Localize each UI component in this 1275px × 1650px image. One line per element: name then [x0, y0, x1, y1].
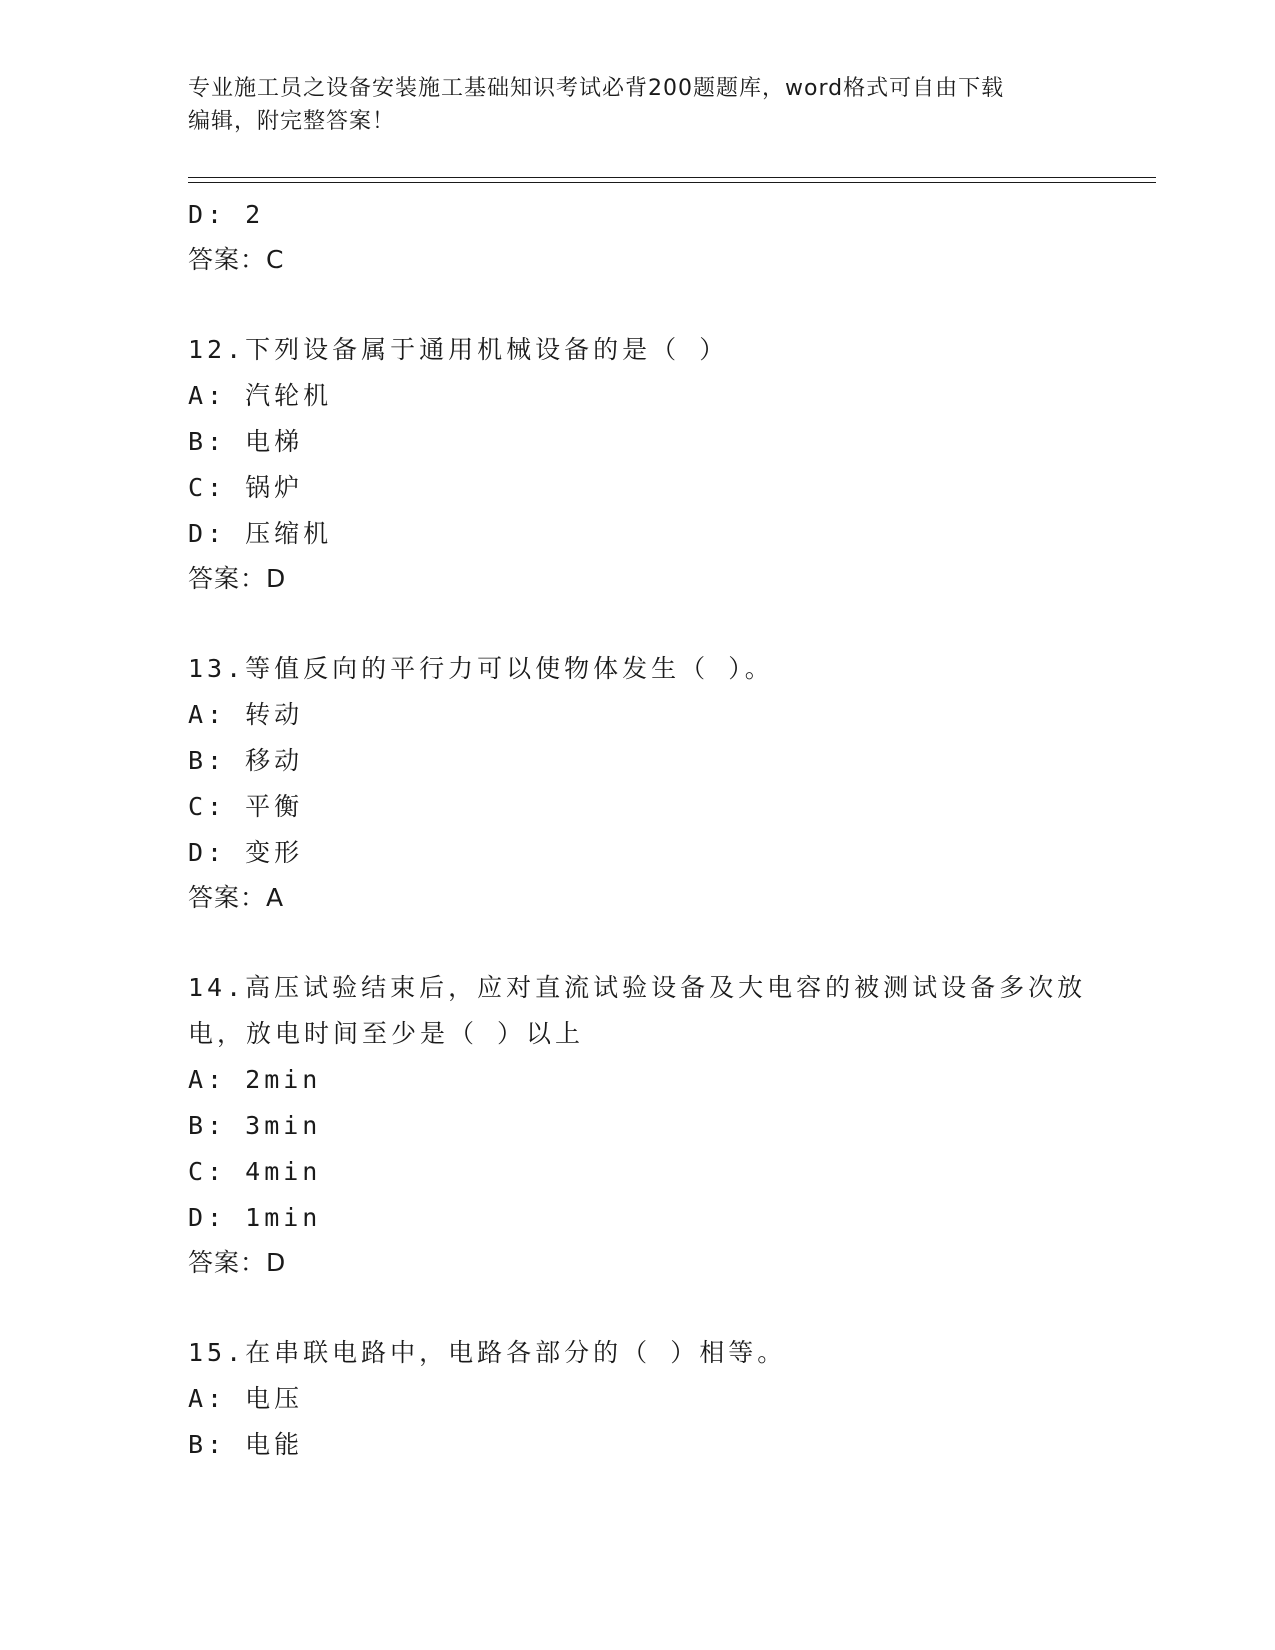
question-list: [188, 192, 1148, 1468]
answer-label: 答案：A: [188, 883, 285, 912]
option-c: C: 4min: [188, 1157, 322, 1186]
header-divider-bottom: [188, 182, 1156, 183]
header-title-line-1: 专业施工员之设备安装施工基础知识考试必背200题题库，word格式可自由下载: [188, 76, 1005, 101]
question-stem-line-1: 14.高压试验结束后，应对直流试验设备及大电容的被测试设备多次放: [188, 973, 1087, 1002]
option-c: C: 锅炉: [188, 473, 304, 502]
carryover-answer: 答案：C: [188, 245, 285, 274]
question-12: [188, 327, 1148, 601]
header-divider-top: [188, 177, 1156, 178]
option-d: D: 变形: [188, 838, 304, 867]
option-d: D: 压缩机: [188, 519, 333, 548]
option-b: B: 电梯: [188, 427, 304, 456]
question-15: [188, 1330, 1148, 1468]
carryover-option-d: D: 2: [188, 200, 265, 229]
option-a: A: 汽轮机: [188, 381, 333, 410]
option-d: D: 1min: [188, 1203, 322, 1232]
option-b: B: 移动: [188, 746, 304, 775]
option-a: A: 转动: [188, 700, 304, 729]
question-stem-line-2: 电，放电时间至少是（ ）以上: [188, 1019, 585, 1048]
question-stem: 12.下列设备属于通用机械设备的是（ ）: [188, 335, 729, 364]
option-a: A: 电压: [188, 1384, 304, 1413]
option-c: C: 平衡: [188, 792, 304, 821]
question-13: [188, 646, 1148, 920]
question-stem: 13.等值反向的平行力可以使物体发生（ ）。: [188, 654, 774, 683]
header-title-line-2: 编辑，附完整答案！: [188, 109, 396, 134]
answer-label: 答案：D: [188, 1248, 287, 1277]
answer-label: 答案：D: [188, 564, 287, 593]
option-b: B: 电能: [188, 1430, 304, 1459]
question-14: [188, 965, 1148, 1285]
option-a: A: 2min: [188, 1065, 322, 1094]
document-header: [188, 72, 1088, 138]
option-b: B: 3min: [188, 1111, 322, 1140]
question-stem: 15.在串联电路中，电路各部分的（ ）相等。: [188, 1338, 787, 1367]
